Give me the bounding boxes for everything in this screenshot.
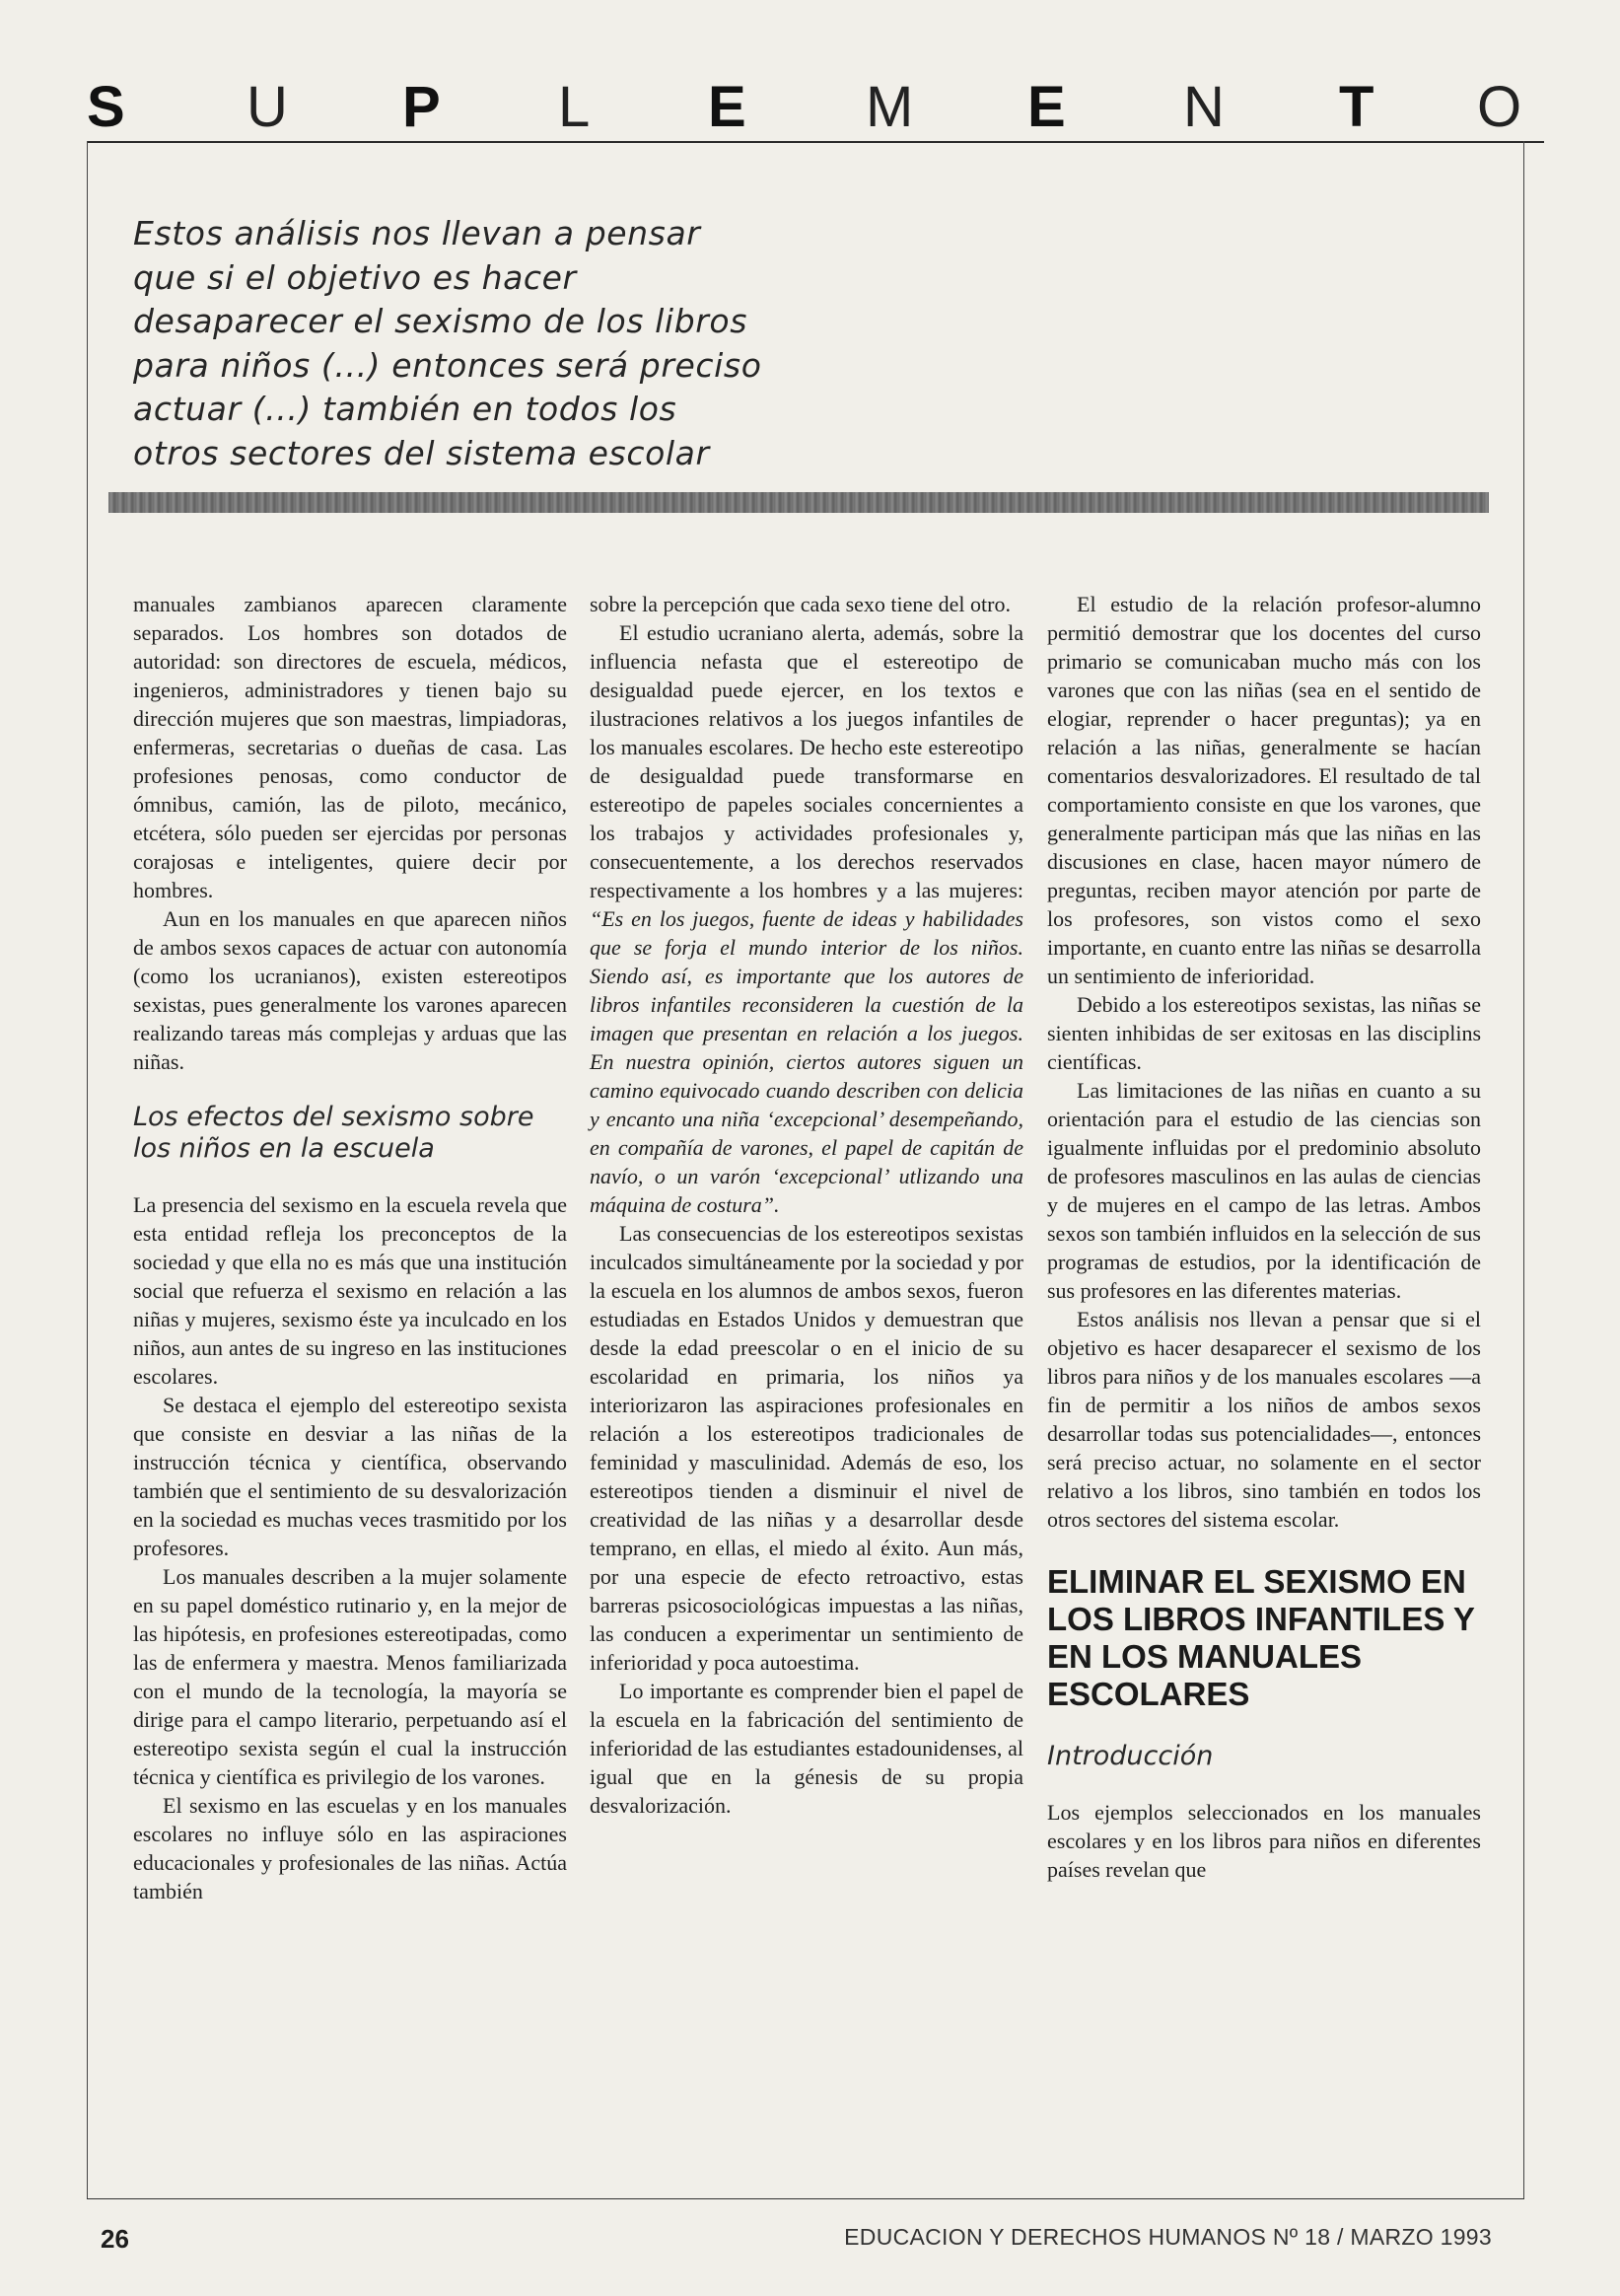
header-letter: P [402, 75, 441, 139]
page-frame-left [87, 141, 88, 2198]
section-title: ELIMINAR EL SEXISMO EN LOS LIBROS INFANTILES Y EN LOS MANUALES ESCOLARES [1047, 1563, 1475, 1712]
paragraph-lead: El estudio ucraniano alerta, además, sobre la influencia nefasta que el estereotipo de desigualdad puede ejercer, en los textos e ilustraciones relativos a los juegos infantiles de los manuales escolares. De hecho este estereotipo de desigualdad puede transformarse en estereotipo de papeles sociales concernientes a los trabajos y actividades profesionales y, consecuentemente, a los derechos reservados respectivamente a los hombres y a las mujeres: [590, 620, 1023, 902]
header-letter: S [87, 75, 125, 139]
header-letter: M [866, 75, 914, 139]
text-column-3 [1047, 590, 1481, 1884]
subheading: Introducción [1047, 1741, 1214, 1771]
header-letter: O [1477, 75, 1522, 139]
paragraph: Lo importante es comprender bien el papel de la escuela en la fabricación del sentimiento de inferioridad de las estudiantes estadounidenses, al igual que en la génesis de su propia desvalorización. [590, 1679, 1023, 1818]
header-letter: N [1183, 75, 1225, 139]
pull-quote-line: Estos análisis nos llevan a pensar [133, 214, 701, 252]
paragraph: Las limitaciones de las niñas en cuanto a su orientación para el estudio de las ciencias son igualmente influidas por el predominio absoluto de profesores masculinos en las aulas de ciencias y de mujeres en el campo de las letras. Ambos sexos son también influidos en la selección de sus programas de estudios, por la identificación de sus profesores en las diferentes materias. [1047, 1078, 1481, 1303]
header-letter: E [708, 75, 746, 139]
text-column-2 [590, 590, 1023, 1820]
subheading: Los efectos del sexismo sobre los niños en la escuela [133, 1102, 534, 1164]
header-letter: E [1027, 75, 1066, 139]
pull-quote [133, 212, 922, 475]
page-number: 26 [101, 2224, 129, 2254]
header-letter: U [247, 75, 288, 139]
italic-quote: “Es en los juegos, fuente de ideas y habilidades que se forja el mundo interior de los niños. Siendo así, es importante que los autores de libros infantiles reconsideren la cuestión de la imagen que presentan en relación a los juegos. En nuestra opinión, ciertos autores siguen un camino equivocado cuando describen con delicia y encanto una niña ‘excepcional’ desempeñando, en compañía de varones, el papel de capitán de navío, o un varón ‘excepcional’ utlizando una máquina de costura”. [590, 906, 1023, 1217]
paragraph [590, 618, 1023, 1219]
paragraph: sobre la percepción que cada sexo tiene del otro. [590, 592, 1011, 616]
paragraph: Aun en los manuales en que aparecen niños de ambos sexos capaces de actuar con autonomía (como los ucranianos), existen estereotipos sexistas, pues generalmente los varones aparecen realizando tareas más complejas y arduas que las niñas. [133, 906, 567, 1074]
paragraph: Los manuales describen a la mujer solamente en su papel doméstico rutinario y, en la mejor de las hipótesis, en profesiones estereotipadas, como las de enfermera y maestra. Menos familiarizada con el mundo de la tecnología, la mayoría se dirige para el campo literario, perpetuando así el estereotipo sexista según el cual la instrucción técnica y científica es privilegio de los varones. [133, 1564, 567, 1789]
page-frame-right [1523, 141, 1524, 2198]
publication-footer: EDUCACION Y DERECHOS HUMANOS Nº 18 / MARZO 1993 [844, 2224, 1492, 2250]
paragraph: Los ejemplos seleccionados en los manuales escolares y en los libros para niños en diferentes países revelan que [1047, 1800, 1481, 1882]
decorative-bar [108, 492, 1489, 513]
pull-quote-line: que si el objetivo es hacer [133, 257, 577, 297]
supplement-header [87, 75, 1546, 139]
paragraph: La presencia del sexismo en la escuela revela que esta entidad refleja los preconceptos de la sociedad y que ella no es más que una institución social que refuerza el sexismo en relación a las niñas y mujeres, sexismo éste ya inculcado en los niños, aun antes de su ingreso en las instituciones escolares. [133, 1192, 567, 1389]
paragraph: El sexismo en las escuelas y en los manuales escolares no influye sólo en las aspiraciones educacionales y profesionales de las niñas. Actúa también [133, 1793, 567, 1903]
paragraph: Debido a los estereotipos sexistas, las niñas se sienten inhibidas de ser exitosas en las disciplins científicas. [1047, 992, 1481, 1074]
text-column-1 [133, 590, 567, 1905]
pull-quote-line: otros sectores del sistema escolar [133, 433, 710, 472]
header-letter: T [1339, 75, 1374, 139]
paragraph: Las consecuencias de los estereotipos sexistas inculcados simultáneamente por la sociedad y por la escuela en los alumnos de ambos sexos, fueron estudiadas en Estados Unidos y demuestran que desde la edad preescolar o en el inicio de su escolaridad en primaria, los niños ya interiorizaron las aspiraciones profesionales en relación a los estereotipos tradicionales de feminidad y masculinidad. Además de eso, los estereotipos tienden a disminuir el nivel de creatividad de las niñas y a desarrollar desde temprano, en ellas, el miedo al éxito. Aun más, por una especie de efecto retroactivo, estas barreras psicosociológicas impuestas a las niñas, las conducen a experimentar un sentimiento de inferioridad y poca autoestima. [590, 1221, 1023, 1675]
pull-quote-line: desaparecer el sexismo de los libros [133, 302, 747, 340]
header-rule [87, 141, 1544, 143]
pull-quote-line: actuar (...) también en todos los [133, 390, 677, 428]
header-letter: L [558, 75, 591, 139]
footer-rule [87, 2198, 1524, 2199]
paragraph: manuales zambianos aparecen claramente separados. Los hombres son dotados de autoridad: son directores de escuela, médicos, ingenieros, administradores y tienen bajo su dirección mujeres que son maestras, limpiadoras, enfermeras, secretarias o dueñas de casa. Las profesiones penosas, como conductor de ómnibus, camión, las de piloto, mecánico, etcétera, sólo pueden ser ejercidas por personas corajosas e inteligentes, quiere decir por hombres. [133, 592, 567, 902]
pull-quote-line: para niños (...) entonces será preciso [133, 345, 762, 385]
paragraph: El estudio de la relación profesor-alumno permitió demostrar que los docentes del curso primario se comunicaban mucho más con los varones que con las niñas (sea en el sentido de elogiar, reprender o hacer preguntas); ya en relación a las niñas, generalmente se hacían comentarios desvalorizadores. El resultado de tal comportamiento consiste en que los varones, que generalmente participan más que las niñas en las discusiones en clase, hacen mayor número de preguntas, reciben mayor atención por parte de los profesores, son vistos como el sexo importante, en cuanto entre las niñas se desarrolla un sentimiento de inferioridad. [1047, 592, 1481, 988]
paragraph: Estos análisis nos llevan a pensar que si el objetivo es hacer desaparecer el sexismo de los libros para niños y de los manuales escolares —a fin de permitir a los niños de ambos sexos desarrollar todas sus potencialidades—, entonces será preciso actuar, no solamente en el sector relativo a los libros, sino también en todos los otros sectores del sistema escolar. [1047, 1307, 1481, 1532]
paragraph: Se destaca el ejemplo del estereotipo sexista que consiste en desviar a las niñas de la instrucción técnica y científica, observando también que el sentimiento de su desvalorización en la sociedad es muchas veces trasmitido por los profesores. [133, 1393, 567, 1560]
